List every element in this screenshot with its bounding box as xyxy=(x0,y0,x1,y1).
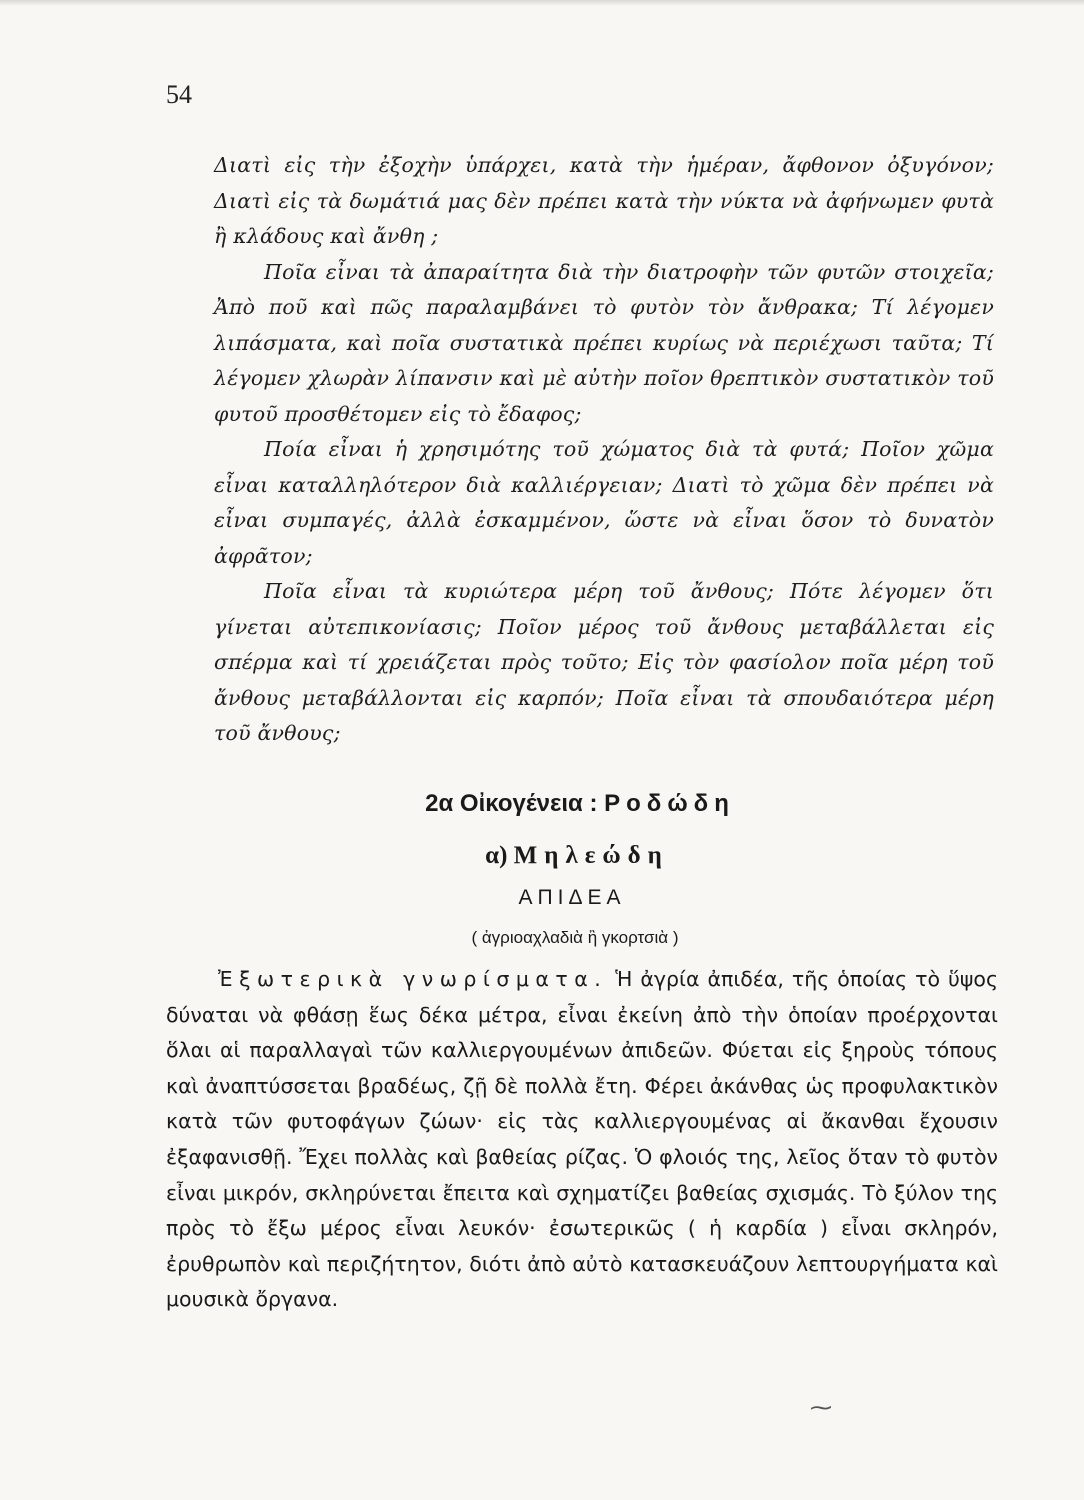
description-section xyxy=(166,962,998,1318)
family-heading-prefix: 2α Οἰκογένεια : xyxy=(425,790,605,817)
review-questions xyxy=(214,148,994,752)
plant-common-names: ( ἀγριοαχλαδιὰ ἢ γκορτσιὰ ) xyxy=(471,928,679,947)
question-paragraph-1: Διατὶ εἰς τὴν ἐξοχὴν ὑπάρχει, κατὰ τὴν ἡμέραν, ἄφθονον ὀξυγόνον; Διατὶ εἰς τὰ δωμάτιά μας δὲν πρέπει κατὰ τὴν νύκτα νὰ ἀφήνωμεν φυτὰ ἢ κλάδους καὶ ἄνθη ; xyxy=(214,153,994,248)
subfamily-heading-name: Μηλεώδη xyxy=(513,842,669,869)
family-heading-name: Ροδώδη xyxy=(604,790,735,817)
page-number: 54 xyxy=(166,80,192,109)
question-paragraph-2: Ποῖα εἶναι τὰ ἀπαραίτητα διὰ τὴν διατροφὴν τῶν φυτῶν στοιχεῖα; Ἀπὸ ποῦ καὶ πῶς παραλαμβάνει τὸ φυτὸν τὸν ἄνθρακα; Τί λέγομεν λιπάσματα, καὶ ποῖα συστατικὰ πρέπει κυρίως νὰ περιέχωσι ταῦτα; Τί λέγομεν χλωρὰν λίπανσιν καὶ μὲ αὐτὴν ποῖον θρεπτικὸν συστατικὸν τοῦ φυτοῦ προσθέτομεν εἰς τὸ ἔδαφος; xyxy=(214,259,994,426)
description-text: Ἡ ἀγρία ἀπιδέα, τῆς ὁποίας τὸ ὕψος δύναται νὰ φθάσῃ ἕως δέκα μέτρα, εἶναι ἐκείνη ἀπὸ τὴν ὁποίαν προέρχονται ὅλαι αἱ παραλλαγαὶ τῶν καλλιεργουμένων ἀπιδεῶν. Φύεται εἰς ξηροὺς τόπους καὶ ἀναπτύσσεται βραδέως, ζῇ δὲ πολλὰ ἔτη. Φέρει ἀκάνθας ὡς προφυλακτικὸν κατὰ τῶν φυτοφάγων ζώων· εἰς τὰς καλλιεργουμένας αἱ ἄκανθαι ἔχουσιν ἐξαφανισθῇ. Ἔχει πολλὰς καὶ βαθείας ρίζας. Ὁ φλοιός της, λεῖος ὅταν τὸ φυτὸν εἶναι μικρόν, σκληρύνεται ἔπειτα καὶ σχηματίζει βαθείας σχισμάς. Τὸ ξύλον της πρὸς τὸ ἔξω μέρος εἶναι λευκόν· ἐσωτερικῶς ( ἡ καρδία ) εἶναι σκληρόν, ἐρυθρωπὸν καὶ περιζήτητον, διότι ἀπὸ αὐτὸ κατασκευάζουν λεπτουργήματα καὶ μουσικὰ ὄργανα. xyxy=(166,967,998,1312)
subfamily-heading-prefix: α) xyxy=(485,842,514,869)
scan-edge xyxy=(0,0,1084,6)
family-heading xyxy=(0,790,1084,818)
question-paragraph-3: Ποία εἶναι ἡ χρησιμότης τοῦ χώματος διὰ τὰ φυτά; Ποῖον χῶμα εἶναι καταλληλότερον διὰ καλλιέργειαν; Διατὶ τὸ χῶμα δὲν πρέπει νὰ εἶναι συμπαγές, ἀλλὰ ἐσκαμμένον, ὥστε νὰ εἶναι ὅσον τὸ δυνατὸν ἀφρᾶτον; xyxy=(214,437,994,568)
print-mark: ⁓ xyxy=(810,1396,832,1421)
plant-heading: ΑΠΙΔΕΑ xyxy=(518,886,626,909)
question-paragraph-4: Ποῖα εἶναι τὰ κυριώτερα μέρη τοῦ ἄνθους; Πότε λέγομεν ὅτι γίνεται αὐτεπικονίασις; Ποῖον μέρος τοῦ ἄνθους μεταβάλλεται εἰς σπέρμα καὶ τί χρειάζεται πρὸς τοῦτο; Εἰς τὸν φασίολον ποῖα μέρη τοῦ ἄνθους μεταβάλλονται εἰς καρπόν; Ποῖα εἶναι τὰ σπουδαιότερα μέρη τοῦ ἄνθους; xyxy=(214,579,994,745)
subfamily-heading xyxy=(0,842,1084,870)
description-lead: Ἐξωτερικὰ γνωρίσματα. xyxy=(218,967,608,991)
description-paragraph xyxy=(166,962,998,1318)
